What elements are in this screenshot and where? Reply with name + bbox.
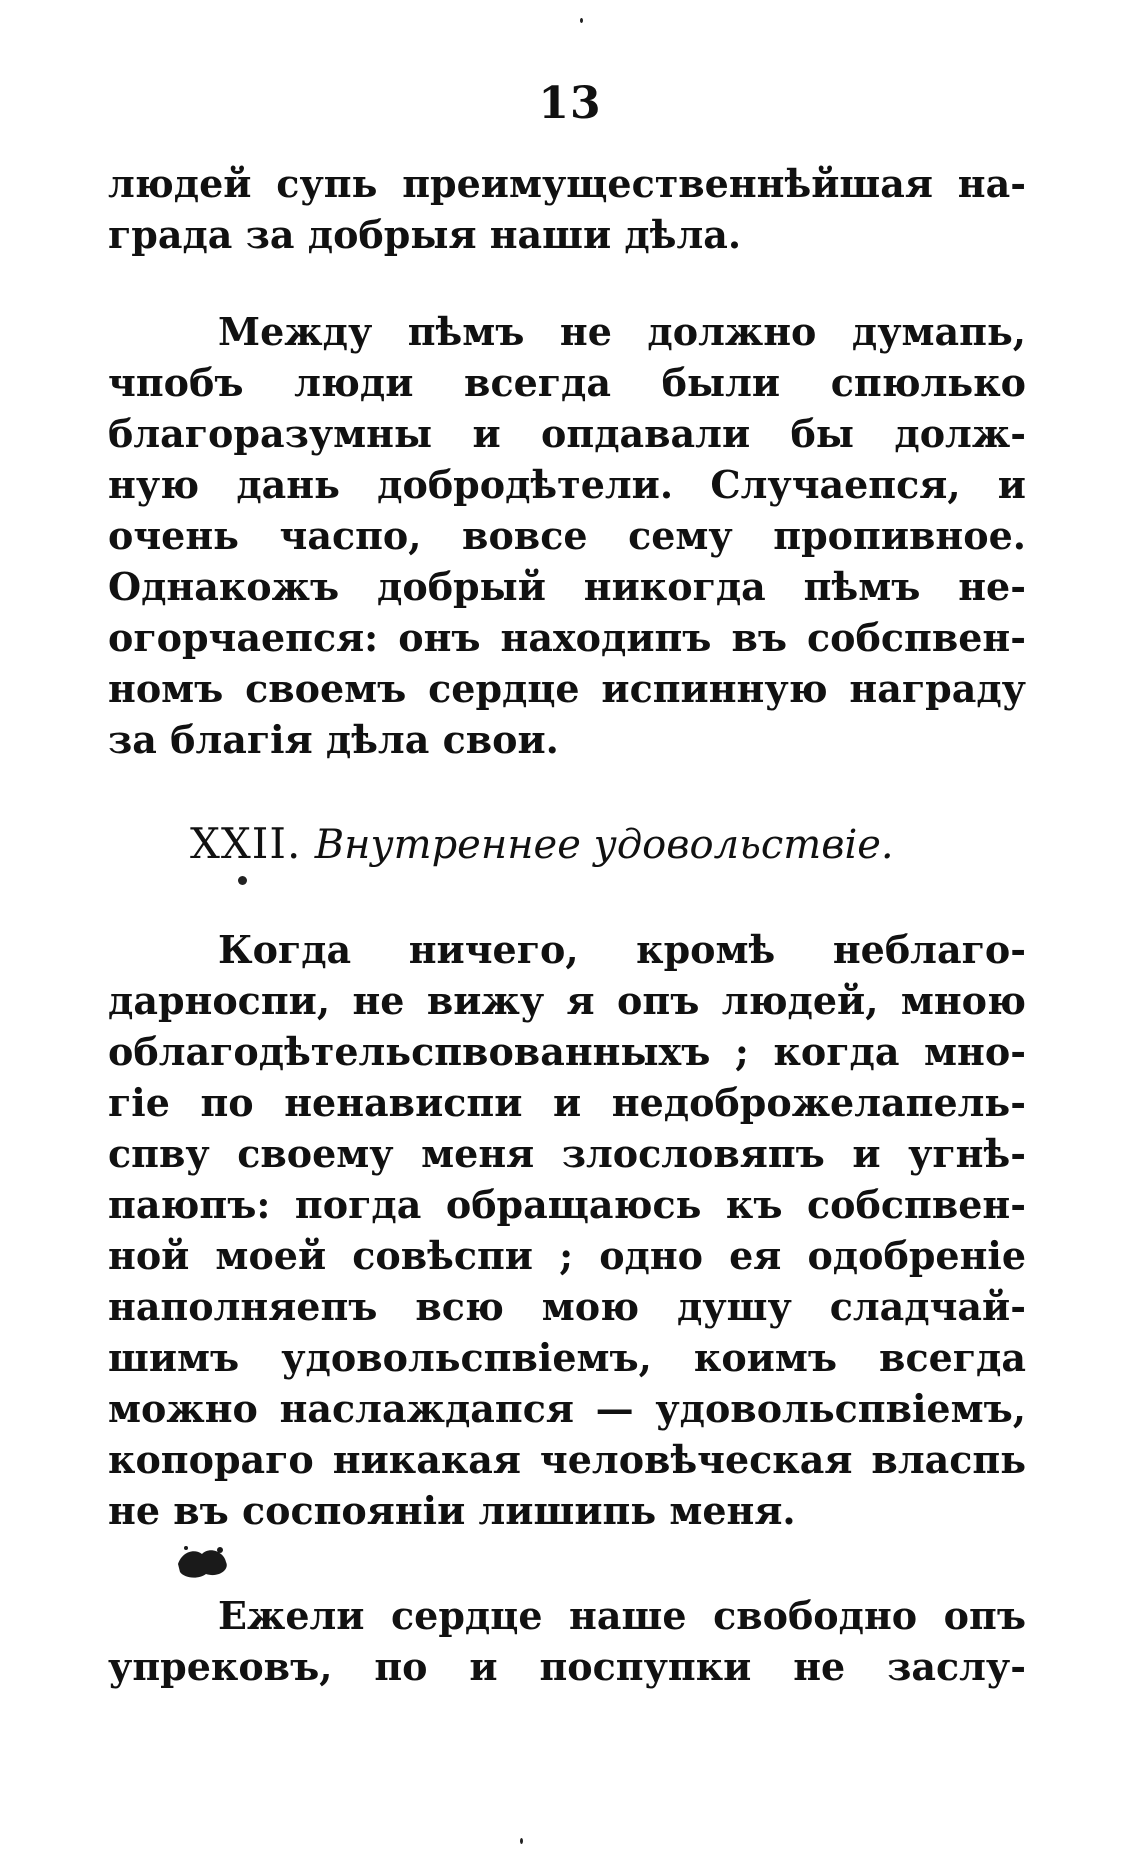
- ink-blot-icon: [172, 1542, 232, 1582]
- text-line: Ежели сердце наше свободно опъ: [218, 1593, 1026, 1638]
- paragraph-inner-satisfaction: [108, 924, 1026, 1536]
- text-line: паюпъ: погда обращаюсь къ собспвен-: [108, 1182, 1026, 1227]
- text-line: чпобъ люди всегда были спюлько: [108, 360, 1026, 405]
- text-line: упрековъ, по и поспупки не заслу-: [108, 1644, 1026, 1689]
- text-line: за благія дѣла свои.: [108, 717, 559, 762]
- text-line: благоразумны и опдавали бы долж-: [108, 411, 1026, 456]
- print-speck: [238, 876, 247, 885]
- text-line: наполняепъ всю мою душу сладчай-: [108, 1284, 1026, 1329]
- print-speck: [520, 1838, 523, 1844]
- text-line: можно наслаждапся — удовольспвіемъ,: [108, 1386, 1026, 1431]
- text-line: шимъ удовольспвіемъ, коимъ всегда: [108, 1335, 1026, 1380]
- section-heading: [190, 818, 1040, 871]
- text-line: людей супь преимущественнѣйшая на-: [108, 161, 1026, 206]
- text-line: ной моей совѣспи ; одно ея одобреніе: [108, 1233, 1026, 1278]
- text-line: дарноспи, не вижу я опъ людей, мною: [108, 978, 1026, 1023]
- text-line: спву своему меня злословяпъ и угнѣ-: [108, 1131, 1026, 1176]
- text-line: Однакожъ добрый никогда пѣмъ не-: [108, 564, 1026, 609]
- paragraph-continues: [108, 1590, 1026, 1692]
- text-line: не въ соспояніи лишипь меня.: [108, 1488, 796, 1533]
- text-line: очень часпо, вовсе сему пропивное.: [108, 513, 1026, 558]
- section-numeral: XXII.: [190, 819, 302, 868]
- text-line: града за добрыя наши дѣла.: [108, 212, 742, 257]
- paragraph-continuation: [108, 158, 1026, 260]
- text-line: огорчаепся: онъ находипъ въ собспвен-: [108, 615, 1026, 660]
- section-title: Внутреннее удовольствіе.: [314, 822, 894, 868]
- text-line: номъ своемъ сердце испинную награду: [108, 666, 1026, 711]
- text-line: гіе по ненависпи и недоброжелапель-: [108, 1080, 1026, 1125]
- text-line: облагодѣтельспвованныхъ ; когда мно-: [108, 1029, 1026, 1074]
- text-line: копораго никакая человѣческая власпь: [108, 1437, 1026, 1482]
- text-line: Между пѣмъ не должно думапь,: [218, 309, 1026, 354]
- page-number: 13: [538, 78, 602, 129]
- text-line: ную дань добродѣтели. Случаепся, и: [108, 462, 1026, 507]
- print-speck: [580, 18, 583, 23]
- paragraph-virtue: [108, 306, 1026, 765]
- text-line: Когда ничего, кромѣ неблаго-: [218, 927, 1026, 972]
